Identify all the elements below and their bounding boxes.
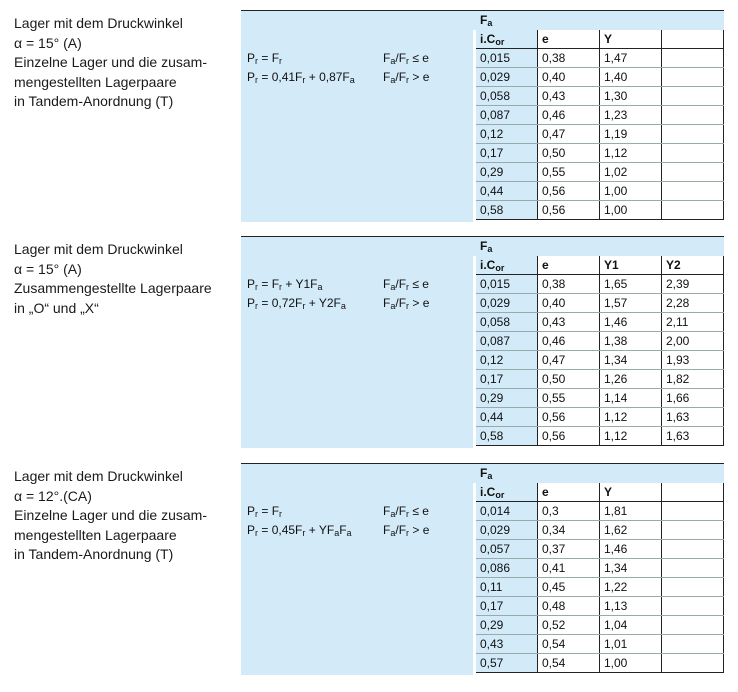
table-cell: 1,04 — [600, 616, 662, 635]
table-cell: 0,17 — [476, 144, 538, 163]
table-row — [476, 275, 724, 294]
table-cell: 0,12 — [476, 125, 538, 144]
formula-column — [241, 237, 473, 448]
column-header: $i.C_{or}$ — [476, 483, 538, 502]
table-cell: 2,28 — [662, 294, 724, 313]
table-cell: 0,015 — [476, 49, 538, 68]
table-row — [476, 389, 724, 408]
table-cell: 2,00 — [662, 332, 724, 351]
table-row — [476, 332, 724, 351]
table-cell: 1,22 — [600, 578, 662, 597]
column-header: e — [538, 30, 600, 49]
table-cell — [662, 616, 724, 635]
table-cell — [662, 163, 724, 182]
table-row — [476, 502, 724, 521]
formula-condition: $F_a/F_r > e$ — [383, 70, 430, 85]
equivalent-load-formula: $P_r = 0,72F_r + Y2F_a$ — [247, 296, 346, 311]
description-line: Einzelne Lager und die zusam- — [14, 507, 208, 523]
table-cell: 1,19 — [600, 125, 662, 144]
table-cell: 1,63 — [662, 408, 724, 427]
table-cell: 0,55 — [538, 163, 600, 182]
table-cell: 1,34 — [600, 559, 662, 578]
description-line: Lager mit dem Druckwinkel — [14, 15, 183, 31]
formula-row — [247, 275, 473, 293]
formula-row — [247, 502, 473, 520]
description-line: Lager mit dem Druckwinkel — [14, 241, 183, 257]
table-row — [476, 578, 724, 597]
table-row — [476, 182, 724, 201]
table-cell: 1,12 — [600, 408, 662, 427]
table-row — [476, 201, 724, 220]
table-cell: 1,12 — [600, 427, 662, 446]
column-header: e — [538, 256, 600, 275]
table-cell: 0,56 — [538, 201, 600, 220]
table-row — [476, 427, 724, 446]
table-cell: 0,52 — [538, 616, 600, 635]
table-row — [476, 87, 724, 106]
description-line: in „O“ und „X“ — [14, 299, 99, 316]
table-cell — [662, 144, 724, 163]
table-cell: 1,34 — [600, 351, 662, 370]
table-cell: 0,40 — [538, 68, 600, 87]
table-cell: 1,30 — [600, 87, 662, 106]
table-cell — [662, 49, 724, 68]
equivalent-load-formula: $P_r = 0,45F_r + YF_aF_a$ — [247, 523, 352, 538]
description-line: α = 12°.(CA) — [14, 487, 92, 504]
table-section — [0, 463, 738, 683]
table-cell: 1,81 — [600, 502, 662, 521]
description-line: α = 15° (A) — [14, 34, 82, 51]
table-row — [476, 654, 724, 673]
table-row — [476, 540, 724, 559]
table-cell: 1,01 — [600, 635, 662, 654]
description-line: in Tandem-Anordnung (T) — [14, 546, 174, 562]
table-cell: 0,43 — [538, 313, 600, 332]
table-cell — [662, 540, 724, 559]
table-section — [0, 236, 738, 456]
table-row — [476, 616, 724, 635]
table-cell: 1,23 — [600, 106, 662, 125]
table-cell: 0,015 — [476, 275, 538, 294]
factor-table — [476, 237, 724, 446]
table-cell: 1,46 — [600, 313, 662, 332]
table-cell: 0,3 — [538, 502, 600, 521]
table-cell — [662, 559, 724, 578]
section-description — [14, 467, 239, 565]
table-cell: 0,56 — [538, 427, 600, 446]
table-cell: 1,46 — [600, 540, 662, 559]
table-cell: 0,11 — [476, 578, 538, 597]
table-row — [476, 635, 724, 654]
table-cell — [662, 106, 724, 125]
table-cell: 0,57 — [476, 654, 538, 673]
table-cell: 0,014 — [476, 502, 538, 521]
formula-condition: $F_a/F_r \le e$ — [383, 504, 429, 519]
table-cell: 0,55 — [538, 389, 600, 408]
table-cell: 1,40 — [600, 68, 662, 87]
table-cell: 0,44 — [476, 408, 538, 427]
table-cell: 1,93 — [662, 351, 724, 370]
table-row — [476, 408, 724, 427]
table-cell: 0,057 — [476, 540, 538, 559]
description-line: in Tandem-Anordnung (T) — [14, 93, 174, 109]
table-cell: 0,029 — [476, 294, 538, 313]
formula-row — [247, 294, 473, 312]
table-cell: 0,58 — [476, 427, 538, 446]
description-line: Einzelne Lager und die zusam- — [14, 54, 208, 70]
table-cell: 0,46 — [538, 106, 600, 125]
table-cell: 0,47 — [538, 125, 600, 144]
table-section — [0, 10, 738, 230]
table-cell: 0,086 — [476, 559, 538, 578]
formula-column — [241, 11, 473, 222]
table-cell — [662, 182, 724, 201]
equivalent-load-formula: $P_r = 0,41F_r + 0,87F_a$ — [247, 70, 355, 85]
table-cell — [662, 635, 724, 654]
equivalent-load-formula: $P_r = F_r + Y1F_a$ — [247, 277, 323, 292]
table-cell: 1,82 — [662, 370, 724, 389]
section-description — [14, 240, 239, 318]
table-cell: 1,65 — [600, 275, 662, 294]
table-cell: 0,029 — [476, 68, 538, 87]
table-cell: 0,43 — [476, 635, 538, 654]
table-cell: 0,29 — [476, 616, 538, 635]
table-row — [476, 597, 724, 616]
factor-table — [476, 11, 724, 220]
table-cell: 0,48 — [538, 597, 600, 616]
table-cell: 0,029 — [476, 521, 538, 540]
equivalent-load-formula: $P_r = F_r$ — [247, 51, 283, 66]
table-cell: 1,12 — [600, 144, 662, 163]
table-cell: 0,29 — [476, 163, 538, 182]
description-line: α = 15° (A) — [14, 260, 82, 277]
table-cell: 1,66 — [662, 389, 724, 408]
description-line: mengestellten Lagerpaare — [14, 526, 177, 543]
formula-condition: $F_a/F_r \le e$ — [383, 51, 429, 66]
table-cell: 0,087 — [476, 106, 538, 125]
equivalent-load-formula: $P_r = F_r$ — [247, 504, 283, 519]
formula-row — [247, 49, 473, 67]
table-cell: 0,058 — [476, 87, 538, 106]
table-cell: 1,47 — [600, 49, 662, 68]
table-cell: 0,17 — [476, 597, 538, 616]
table-cell: 0,47 — [538, 351, 600, 370]
table-cell: 0,45 — [538, 578, 600, 597]
table-row — [476, 125, 724, 144]
column-header: Y2 — [662, 256, 724, 275]
table-cell: 0,56 — [538, 408, 600, 427]
table-cell: 0,58 — [476, 201, 538, 220]
table-cell: 0,44 — [476, 182, 538, 201]
table-cell — [662, 521, 724, 540]
table-cell: 1,26 — [600, 370, 662, 389]
table-cell: 0,40 — [538, 294, 600, 313]
table-cell — [662, 201, 724, 220]
table-cell: 1,00 — [600, 654, 662, 673]
table-cell: 0,38 — [538, 49, 600, 68]
table-cell: 0,43 — [538, 87, 600, 106]
description-line: Lager mit dem Druckwinkel — [14, 468, 183, 484]
formula-column — [241, 464, 473, 675]
description-line: mengestellten Lagerpaare — [14, 73, 177, 90]
column-header: Y — [600, 483, 662, 502]
column-header: Y1 — [600, 256, 662, 275]
table-cell — [662, 654, 724, 673]
fa-label: $F_a$ — [476, 237, 724, 256]
table-row — [476, 351, 724, 370]
table-cell: 1,38 — [600, 332, 662, 351]
table-cell: 1,00 — [600, 201, 662, 220]
formula-condition: $F_a/F_r \le e$ — [383, 277, 429, 292]
column-header — [662, 30, 724, 49]
table-cell: 2,11 — [662, 313, 724, 332]
table-cell: 1,00 — [600, 182, 662, 201]
table-row — [476, 106, 724, 125]
column-header: $i.C_{or}$ — [476, 30, 538, 49]
factor-table — [476, 464, 724, 673]
table-cell: 0,087 — [476, 332, 538, 351]
table-cell: 0,058 — [476, 313, 538, 332]
table-cell — [662, 87, 724, 106]
fa-label: $F_a$ — [476, 11, 724, 30]
table-row — [476, 294, 724, 313]
formula-row — [247, 68, 473, 86]
table-cell: 1,14 — [600, 389, 662, 408]
table-cell: 0,34 — [538, 521, 600, 540]
section-description — [14, 14, 239, 112]
formula-condition: $F_a/F_r > e$ — [383, 523, 430, 538]
column-header: $i.C_{or}$ — [476, 256, 538, 275]
table-row — [476, 370, 724, 389]
table-cell: 0,17 — [476, 370, 538, 389]
table-cell: 0,54 — [538, 654, 600, 673]
table-row — [476, 163, 724, 182]
table-row — [476, 313, 724, 332]
column-header: Y — [600, 30, 662, 49]
table-cell: 1,02 — [600, 163, 662, 182]
column-header — [662, 483, 724, 502]
table-cell: 0,29 — [476, 389, 538, 408]
table-row — [476, 559, 724, 578]
table-cell: 1,13 — [600, 597, 662, 616]
table-cell — [662, 68, 724, 87]
table-row — [476, 68, 724, 87]
formula-row — [247, 521, 473, 539]
table-cell: 1,63 — [662, 427, 724, 446]
table-row — [476, 521, 724, 540]
table-cell — [662, 502, 724, 521]
table-cell: 0,54 — [538, 635, 600, 654]
table-row — [476, 49, 724, 68]
description-line: Zusammengestellte Lagerpaare — [14, 280, 212, 296]
table-cell — [662, 125, 724, 144]
table-cell: 1,57 — [600, 294, 662, 313]
table-cell — [662, 578, 724, 597]
table-cell: 0,50 — [538, 144, 600, 163]
table-cell: 0,37 — [538, 540, 600, 559]
table-cell: 0,41 — [538, 559, 600, 578]
table-cell: 1,62 — [600, 521, 662, 540]
table-cell: 0,56 — [538, 182, 600, 201]
table-cell: 0,50 — [538, 370, 600, 389]
formula-condition: $F_a/F_r > e$ — [383, 296, 430, 311]
table-cell: 0,38 — [538, 275, 600, 294]
table-cell: 2,39 — [662, 275, 724, 294]
fa-label: $F_a$ — [476, 464, 724, 483]
table-cell: 0,12 — [476, 351, 538, 370]
table-row — [476, 144, 724, 163]
table-cell: 0,46 — [538, 332, 600, 351]
column-header: e — [538, 483, 600, 502]
table-cell — [662, 597, 724, 616]
